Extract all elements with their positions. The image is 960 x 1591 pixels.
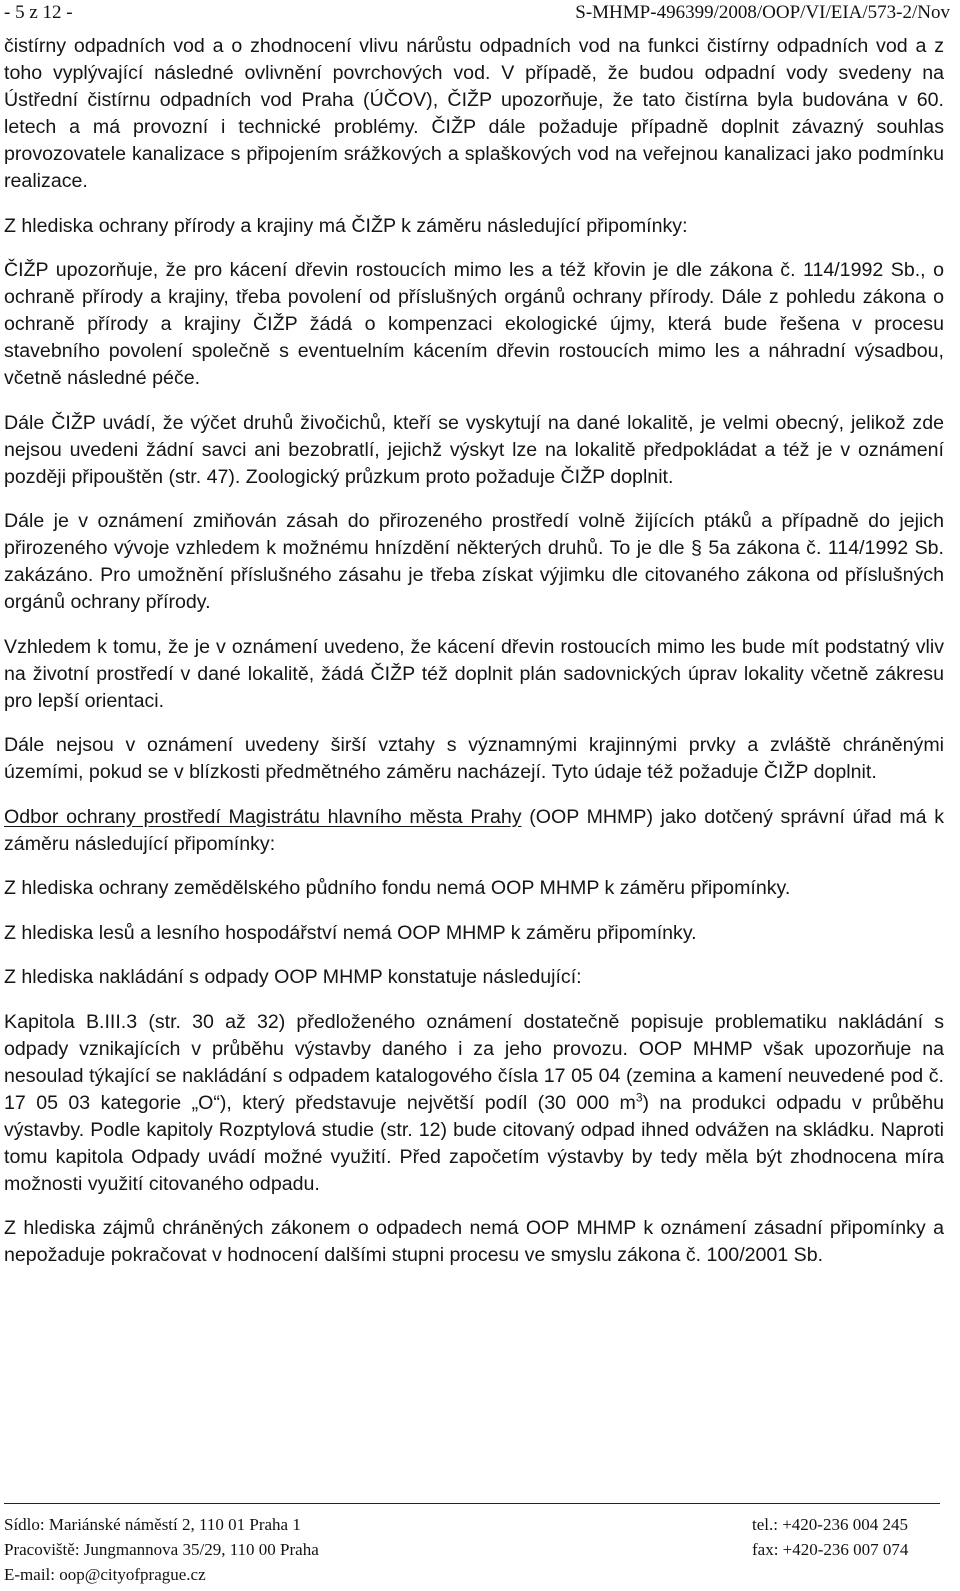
- kapitola-text-2: ) na produkci odpadu v průběhu výstavby. Podle kapitoly Rozptylová studie (str. 12) bude citovaný odpad ihned odvážen na skládku. Naproti tomu kapitola Odpady uvádí možné využití. Před započetím výstavby by tedy měla být zhodnocena míra možnosti využití citovaného odpadu.: [4, 1091, 944, 1195]
- footer-fax: fax: +420-236 007 074: [752, 1540, 909, 1559]
- kapitola-text-1: Kapitola B.III.3 (str. 30 až 32) předloženého oznámení dostatečně popisuje problematiku nakládání s odpady vznikajících v průběhu výstavby daného i za jeho provozu. OOP MHMP však upozorňuje na nesoulad týkající se nakládání s odpadem katalogového čísla 17 05 04 (zemina a kamení neuvedené pod č. 17 05 03 kategorie „O“), který představuje největší podíl (30 000 m: [4, 1010, 944, 1114]
- oop-department-name: Odbor ochrany prostředí Magistrátu hlavního města Prahy: [4, 805, 522, 828]
- paragraph-agricultural-land: Z hlediska ochrany zemědělského půdního fondu nemá OOP MHMP k záměru připomínky.: [4, 877, 791, 899]
- paragraph-landscaping: Vzhledem k tomu, že je v oznámení uvedeno, že kácení dřevin rostoucích mimo les bude mít podstatný vliv na životní prostředí v dané lokalitě, žádá ČIŽP též doplnit plán sadovnických úprav lokality včetně zákresu pro lepší orientaci.: [4, 635, 944, 712]
- footer-email: E-mail: oop@cityofprague.cz: [4, 1565, 206, 1584]
- footer-workplace: Pracoviště: Jungmannova 35/29, 110 00 Praha: [4, 1540, 319, 1559]
- paragraph-closing: Z hlediska zájmů chráněných zákonem o odpadech nemá OOP MHMP k oznámení zásadní připomínky a nepožaduje pokračovat v hodnocení dalšími stupni procesu ve smyslu zákona č. 100/2001 Sb.: [4, 1217, 944, 1266]
- document-body: [4, 33, 944, 1287]
- paragraph-oop-intro: [4, 804, 944, 858]
- superscript-cubic: 3: [635, 1089, 643, 1104]
- paragraph-waste-heading: Z hlediska nakládání s odpady OOP MHMP konstatuje následující:: [4, 966, 582, 988]
- oop-intro-text: (OOP MHMP) jako dotčený správní úřad má k záměru následující připomínky:: [4, 805, 944, 855]
- paragraph-tree-felling: ČIŽP upozorňuje, že pro kácení dřevin rostoucích mimo les a též křovin je dle zákona č. 114/1992 Sb., o ochraně přírody a krajiny, třeba povolení od příslušných orgánů ochrany přírody. Dále z pohledu zákona o ochraně přírody a krajiny ČIŽP žádá o kompenzaci ekologické újmy, která bude řešena v procesu stavebního povolení společně s eventuelním kácením dřevin rostoucích mimo les a náhradní výsadbou, včetně následné péče.: [4, 259, 944, 389]
- document-reference: S-MHMP-496399/2008/OOP/VI/EIA/573-2/Nov: [575, 2, 950, 23]
- paragraph-birds: Dále je v oznámení zmiňován zásah do přirozeného prostředí volně žijících ptáků a případně do jejich přirozeného vývoje vzhledem k možnému hnízdění některých druhů. To je dle § 5a zákona č. 114/1992 Sb. zakázáno. Pro umožnění příslušného zásahu je třeba získat výjimku dle citovaného zákona od příslušných orgánů ochrany přírody.: [4, 510, 944, 613]
- footer-phone: tel.: +420-236 004 245: [752, 1515, 908, 1534]
- page-header: [0, 0, 960, 30]
- paragraph-species: Dále ČIŽP uvádí, že výčet druhů živočichů, kteří se vyskytují na dané lokalitě, je velmi obecný, jelikož zde nejsou uvedeni žádní savci ani bezobratlí, jejichž výskyt lze na lokalitě předpokládat a též je v oznámení později připouštěn (str. 47). Zoologický průzkum proto požaduje ČIŽP doplnit.: [4, 411, 944, 488]
- page-number: - 5 z 12 -: [4, 2, 73, 23]
- footer-address: Sídlo: Mariánské náměstí 2, 110 01 Praha 1: [4, 1515, 301, 1534]
- paragraph-wastewater: čistírny odpadních vod a o zhodnocení vlivu nárůstu odpadních vod na funkci čistírny odpadních vod a z toho vyplývající následné ovlivnění povrchových vod. V případě, že budou odpadní vody svedeny na Ústřední čistírnu odpadních vod Praha (ÚČOV), ČIŽP upozorňuje, že tato čistírna byla budována v 60. letech a má provozní i technické problémy. ČIŽP dále požaduje případně doplnit závazný souhlas provozovatele kanalizace s připojením srážkových a splaškových vod na veřejnou kanalizaci jako podmínku realizace.: [4, 35, 944, 192]
- paragraph-forests: Z hlediska lesů a lesního hospodářství nemá OOP MHMP k záměru připomínky.: [4, 921, 697, 944]
- footer-divider: [4, 1503, 940, 1504]
- paragraph-protected-areas: Dále nejsou v oznámení uvedeny širší vztahy s významnými krajinnými prvky a zvláště chráněnými územími, pokud se v blízkosti předmětného záměru nacházejí. Tyto údaje též požaduje ČIŽP doplnit.: [4, 734, 944, 783]
- paragraph-nature-heading: Z hlediska ochrany přírody a krajiny má ČIŽP k záměru následující připomínky:: [4, 214, 688, 237]
- footer-contact-block: [752, 1512, 908, 1562]
- paragraph-kapitola: [4, 1009, 944, 1198]
- footer-address-block: [4, 1512, 319, 1587]
